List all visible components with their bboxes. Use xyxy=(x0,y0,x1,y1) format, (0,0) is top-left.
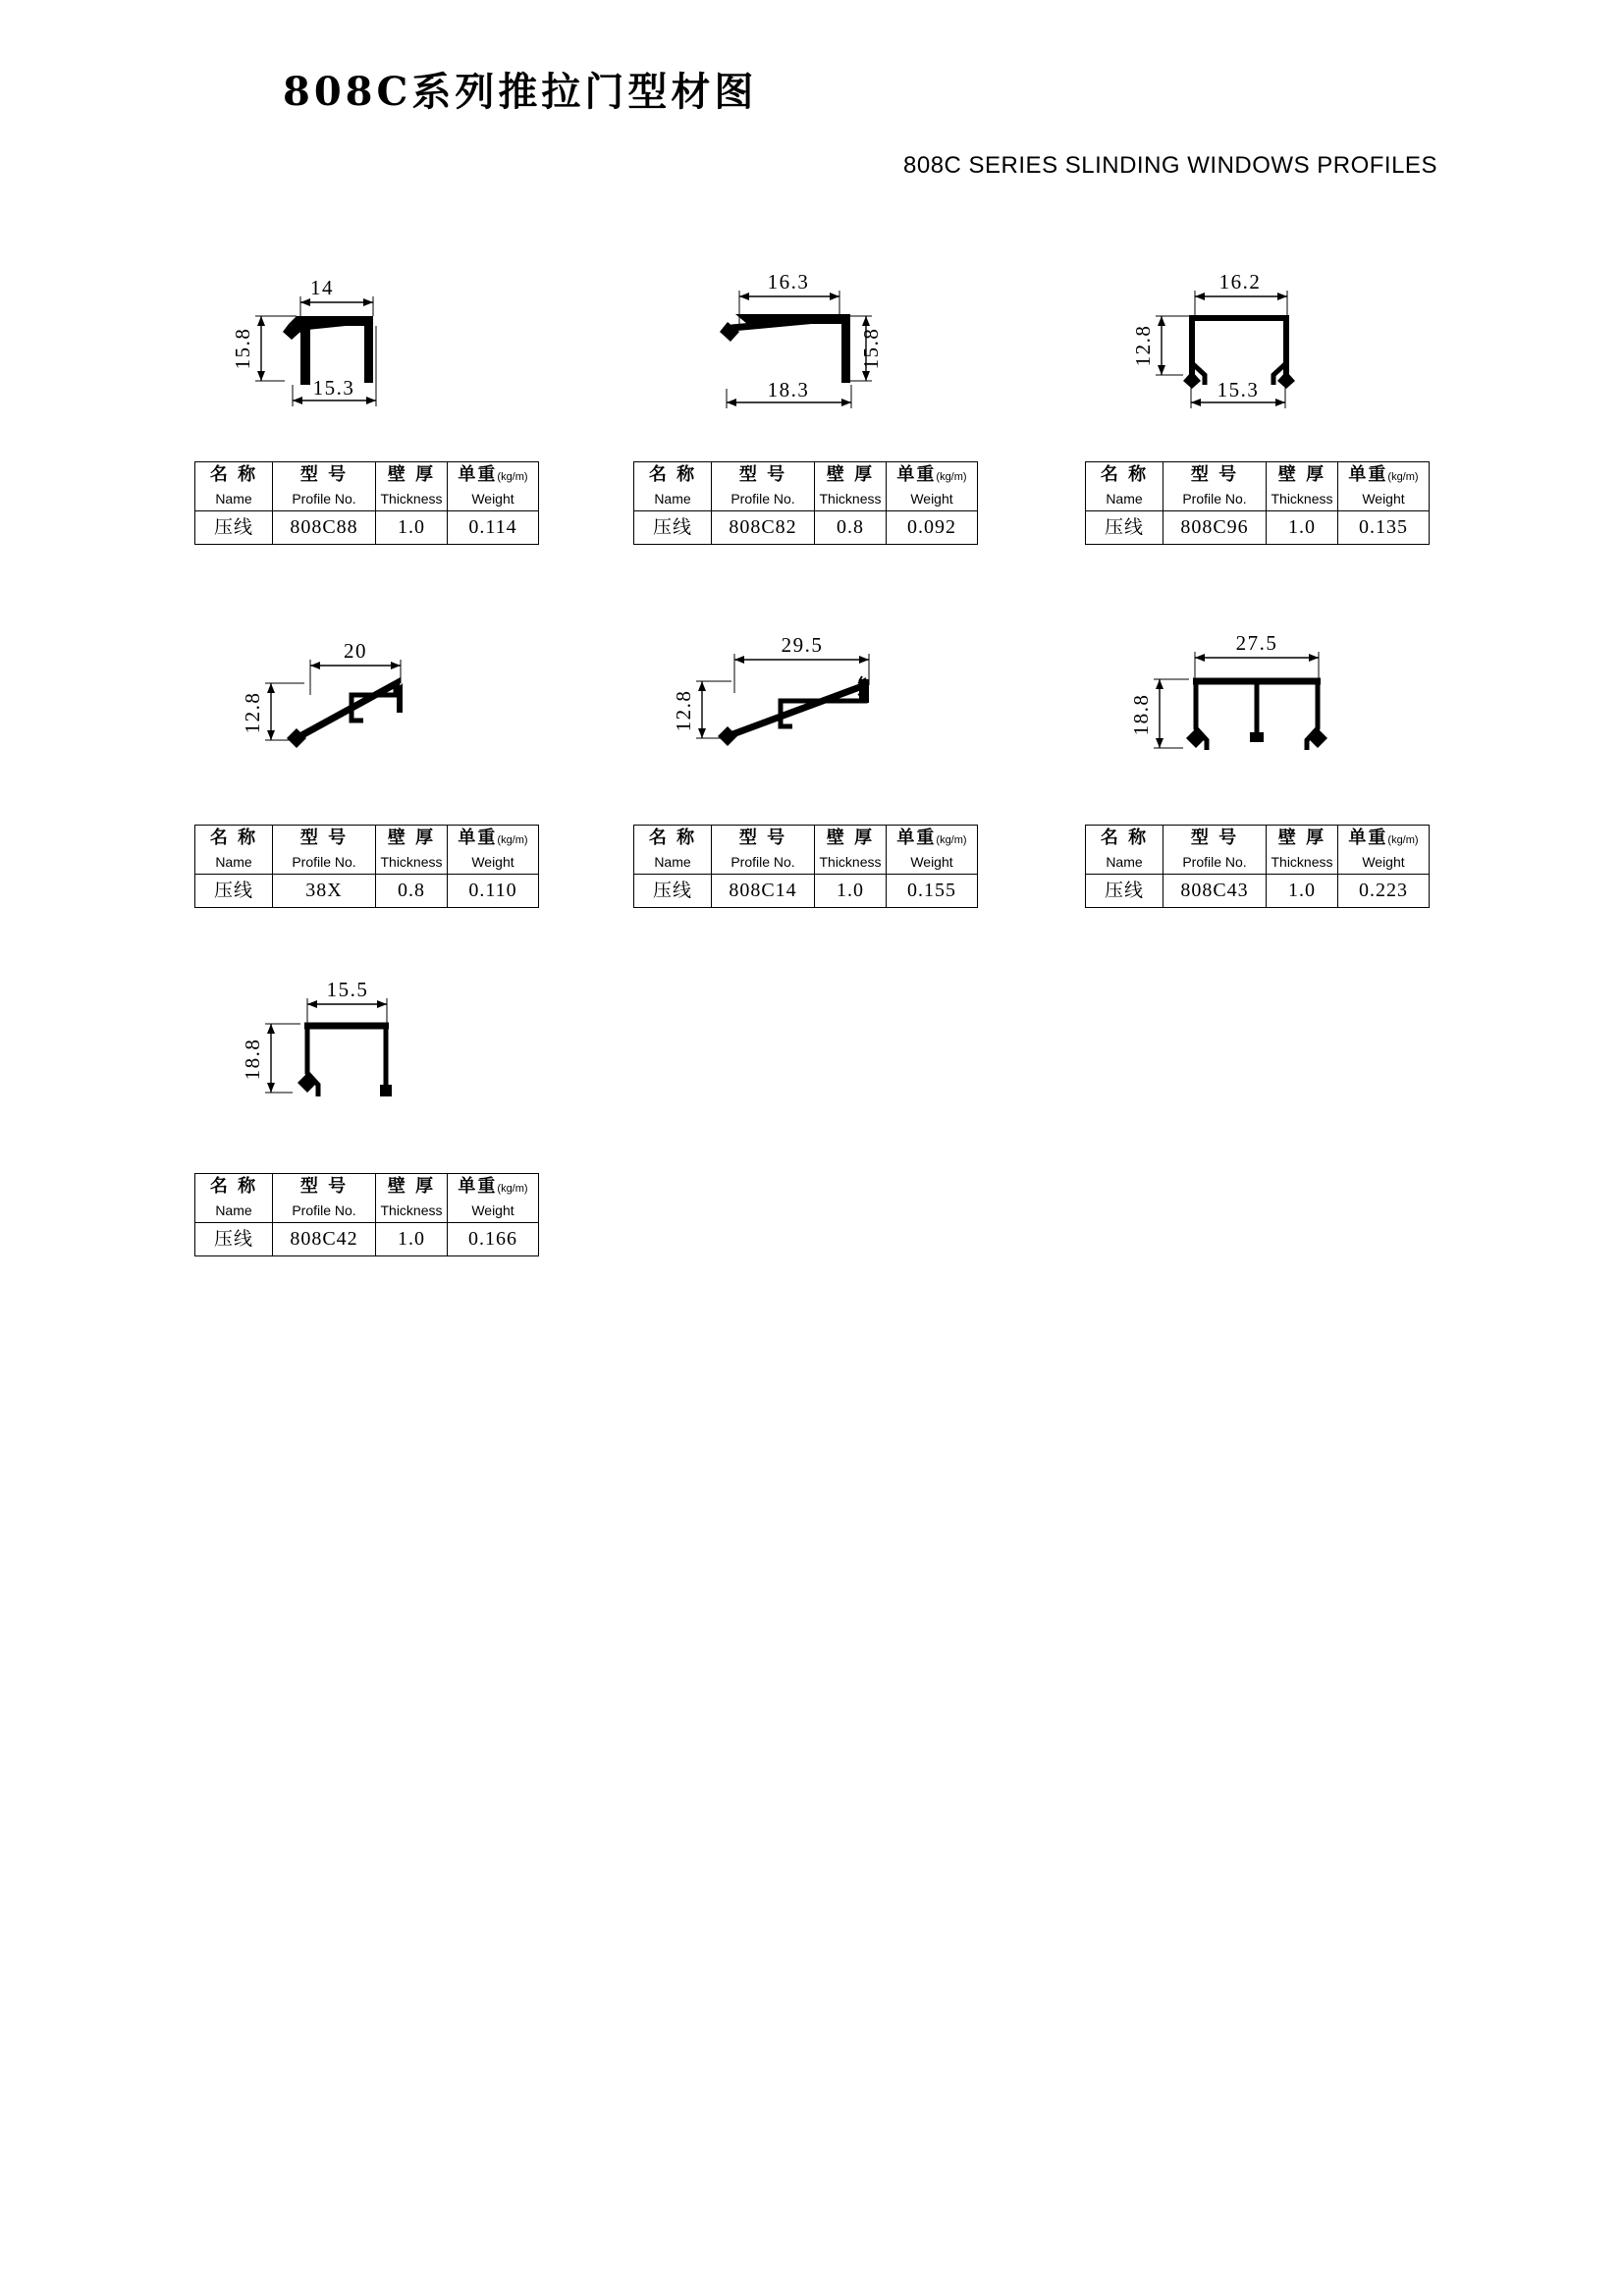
cell-weight: 0.223 xyxy=(1338,875,1430,908)
profile-drawing-38X xyxy=(194,618,548,825)
header-profile-no: 型 号 Profile No. xyxy=(273,1174,376,1223)
spec-table-808C14 xyxy=(633,825,978,908)
profile-item-808C82 xyxy=(633,255,987,545)
cell-profile-no: 808C14 xyxy=(712,875,815,908)
header-weight: 单重(kg/m) Weight xyxy=(1338,462,1430,511)
cell-weight: 0.155 xyxy=(887,875,978,908)
cell-name: 压线 xyxy=(195,1223,273,1256)
cell-profile-no: 808C88 xyxy=(273,511,376,545)
cell-thickness: 0.8 xyxy=(815,511,887,545)
dim-left-808C42: 18.8 xyxy=(241,1038,264,1081)
table-header-row xyxy=(634,462,978,511)
table-row xyxy=(1086,511,1430,545)
header-name: 名 称 Name xyxy=(195,462,273,511)
dim-top-808C42: 15.5 xyxy=(326,978,369,1001)
dim-top-808C43: 27.5 xyxy=(1235,631,1278,655)
dim-left-808C88: 15.8 xyxy=(231,327,254,370)
table-header-row xyxy=(1086,462,1430,511)
cell-thickness: 1.0 xyxy=(1267,511,1338,545)
header-thickness: 壁 厚 Thickness xyxy=(376,826,448,875)
page-title-english: 808C SERIES SLINDING WINDOWS PROFILES xyxy=(903,152,1437,179)
cell-name: 压线 xyxy=(634,875,712,908)
header-weight: 单重(kg/m) Weight xyxy=(448,1174,539,1223)
header-name: 名 称 Name xyxy=(634,826,712,875)
header-profile-no: 型 号 Profile No. xyxy=(273,462,376,511)
header-thickness: 壁 厚 Thickness xyxy=(1267,462,1338,511)
header-profile-no: 型 号 Profile No. xyxy=(1163,826,1267,875)
header-thickness: 壁 厚 Thickness xyxy=(376,1174,448,1223)
cell-weight: 0.166 xyxy=(448,1223,539,1256)
spec-table-808C42 xyxy=(194,1173,539,1256)
cell-weight: 0.114 xyxy=(448,511,539,545)
cell-name: 压线 xyxy=(1086,875,1163,908)
header-name: 名 称 Name xyxy=(634,462,712,511)
profile-item-808C43 xyxy=(1085,618,1438,908)
cell-profile-no: 808C82 xyxy=(712,511,815,545)
header-profile-no: 型 号 Profile No. xyxy=(1163,462,1267,511)
profile-drawing-808C96 xyxy=(1085,255,1438,461)
dim-top-808C96: 16.2 xyxy=(1218,270,1262,294)
cell-profile-no: 38X xyxy=(273,875,376,908)
cell-profile-no: 808C42 xyxy=(273,1223,376,1256)
header-thickness: 壁 厚 Thickness xyxy=(815,826,887,875)
profile-drawing-808C82 xyxy=(633,255,987,461)
header-weight: 单重(kg/m) Weight xyxy=(1338,826,1430,875)
dim-top-808C88: 14 xyxy=(310,276,334,299)
profile-item-808C42 xyxy=(194,967,548,1256)
header-weight: 单重(kg/m) Weight xyxy=(448,826,539,875)
spec-table-808C88 xyxy=(194,461,539,545)
cell-profile-no: 808C96 xyxy=(1163,511,1267,545)
header-weight: 单重(kg/m) Weight xyxy=(887,462,978,511)
spec-table-808C96 xyxy=(1085,461,1430,545)
header-thickness: 壁 厚 Thickness xyxy=(1267,826,1338,875)
profile-item-38X xyxy=(194,618,548,908)
table-header-row xyxy=(195,462,539,511)
table-row xyxy=(1086,875,1430,908)
spec-table-38X xyxy=(194,825,539,908)
cell-weight: 0.092 xyxy=(887,511,978,545)
profile-item-808C88 xyxy=(194,255,548,545)
cell-name: 压线 xyxy=(195,511,273,545)
table-row xyxy=(195,875,539,908)
profile-item-808C96 xyxy=(1085,255,1438,545)
table-header-row xyxy=(634,826,978,875)
header-name: 名 称 Name xyxy=(195,826,273,875)
cell-weight: 0.135 xyxy=(1338,511,1430,545)
dim-top-38X: 20 xyxy=(344,639,367,663)
table-row xyxy=(634,511,978,545)
table-row xyxy=(195,1223,539,1256)
cell-thickness: 1.0 xyxy=(376,511,448,545)
spec-table-808C43 xyxy=(1085,825,1430,908)
dim-left-808C96: 12.8 xyxy=(1131,324,1155,367)
cell-profile-no: 808C43 xyxy=(1163,875,1267,908)
spec-table-808C82 xyxy=(633,461,978,545)
header-weight: 单重(kg/m) Weight xyxy=(887,826,978,875)
cell-name: 压线 xyxy=(195,875,273,908)
dim-top-808C82: 16.3 xyxy=(767,270,810,294)
cell-thickness: 1.0 xyxy=(1267,875,1338,908)
profile-drawing-808C88 xyxy=(194,255,548,461)
header-name: 名 称 Name xyxy=(1086,462,1163,511)
cell-name: 压线 xyxy=(1086,511,1163,545)
profile-drawing-808C14 xyxy=(633,618,987,825)
cell-thickness: 1.0 xyxy=(815,875,887,908)
header-name: 名 称 Name xyxy=(1086,826,1163,875)
table-header-row xyxy=(1086,826,1430,875)
dim-left-808C43: 18.8 xyxy=(1129,693,1153,736)
dim-bottom-808C88: 15.3 xyxy=(312,376,355,400)
profile-drawing-808C42 xyxy=(194,967,548,1173)
cell-thickness: 1.0 xyxy=(376,1223,448,1256)
dim-right-808C82: 15.8 xyxy=(859,327,883,370)
header-profile-no: 型 号 Profile No. xyxy=(712,462,815,511)
header-thickness: 壁 厚 Thickness xyxy=(376,462,448,511)
dim-left-38X: 12.8 xyxy=(241,691,264,734)
header-thickness: 壁 厚 Thickness xyxy=(815,462,887,511)
table-header-row xyxy=(195,826,539,875)
header-weight: 单重(kg/m) Weight xyxy=(448,462,539,511)
table-row xyxy=(634,875,978,908)
table-header-row xyxy=(195,1174,539,1223)
cell-name: 压线 xyxy=(634,511,712,545)
profile-item-808C14 xyxy=(633,618,987,908)
cell-thickness: 0.8 xyxy=(376,875,448,908)
dim-bottom-808C96: 15.3 xyxy=(1217,378,1260,401)
cell-weight: 0.110 xyxy=(448,875,539,908)
profile-drawing-808C43 xyxy=(1085,618,1438,825)
page-title-chinese: 808C系列推拉门型材图 xyxy=(283,69,758,115)
table-row xyxy=(195,511,539,545)
header-name: 名 称 Name xyxy=(195,1174,273,1223)
header-profile-no: 型 号 Profile No. xyxy=(273,826,376,875)
header-profile-no: 型 号 Profile No. xyxy=(712,826,815,875)
dim-left-808C14: 12.8 xyxy=(672,689,695,732)
dim-bottom-808C82: 18.3 xyxy=(767,378,810,401)
dim-top-808C14: 29.5 xyxy=(781,633,824,657)
